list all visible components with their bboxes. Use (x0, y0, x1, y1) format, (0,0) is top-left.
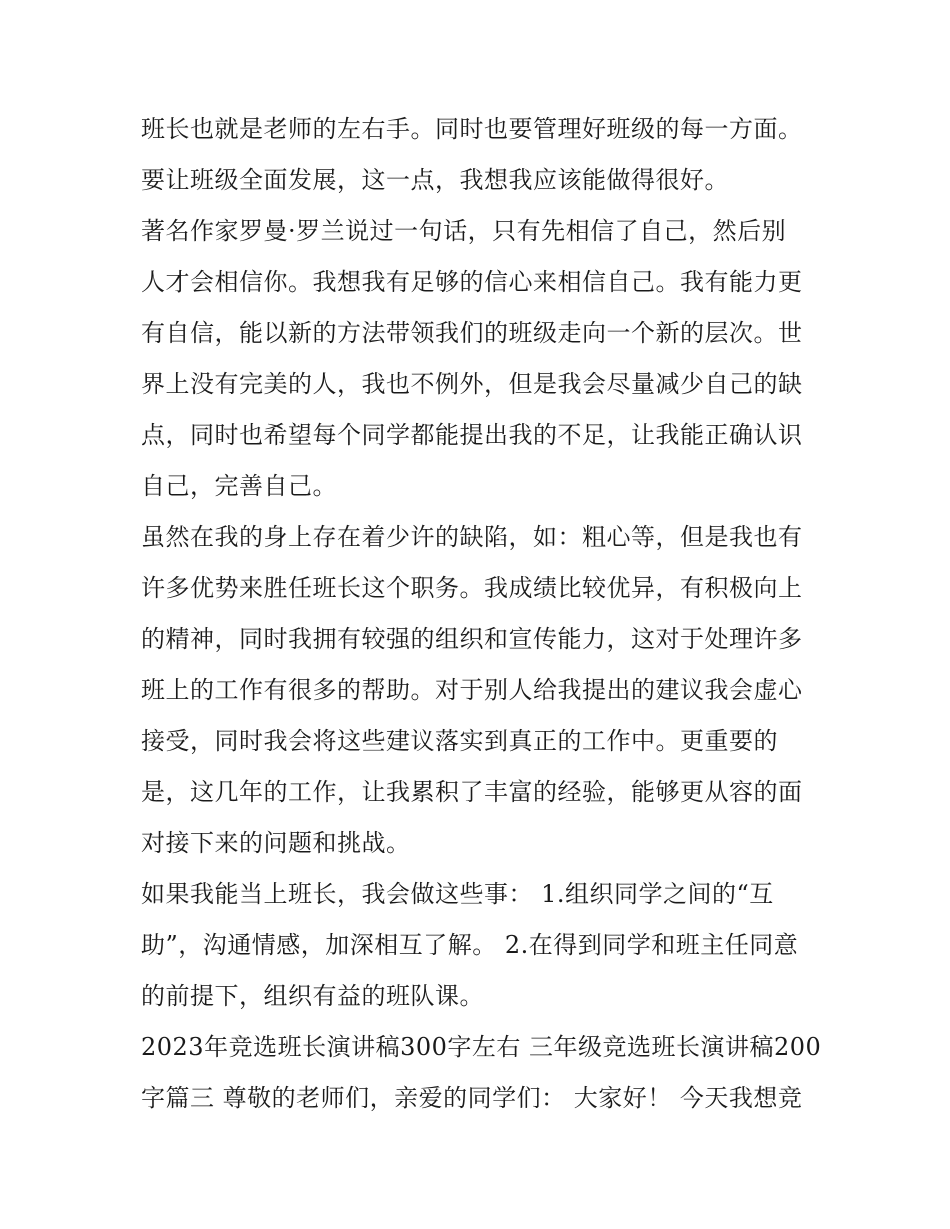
text-line: 是，这几年的工作，让我累积了丰富的经验，能够更从容的面 (141, 778, 803, 806)
text-line: 人才会相信你。我想我有足够的信心来相信自己。我有能力更 (141, 268, 803, 296)
text-line: 自己，完善自己。 (141, 472, 337, 500)
text-line: 的精神，同时我拥有较强的组织和宣传能力，这对于处理许多 (141, 625, 803, 653)
text-line: 点，同时也希望每个同学都能提出我的不足，让我能正确认识 (141, 421, 803, 449)
text-line: 接受，同时我会将这些建议落实到真正的工作中。更重要的 (141, 727, 778, 755)
text-line: 字篇三 尊敬的老师们，亲爱的同学们： 大家好！ 今天我想竞 (141, 1084, 803, 1112)
text-line: 有自信，能以新的方法带领我们的班级走向一个新的层次。世 (141, 319, 803, 347)
text-line: 2023年竞选班长演讲稿300字左右 三年级竞选班长演讲稿200 (141, 1033, 822, 1061)
text-line: 班长也就是老师的左右手。同时也要管理好班级的每一方面。 (141, 115, 803, 143)
text-line: 如果我能当上班长，我会做这些事： 1.组织同学之间的“互 (141, 880, 774, 908)
text-line: 虽然在我的身上存在着少许的缺陷，如：粗心等，但是我也有 (141, 523, 803, 551)
document-body (141, 104, 821, 1124)
text-line: 的前提下，组织有益的班队课。 (141, 982, 484, 1010)
text-line: 要让班级全面发展，这一点，我想我应该能做得很好。 (141, 166, 729, 194)
text-line: 对接下来的问题和挑战。 (141, 829, 411, 857)
text-line: 著名作家罗曼·罗兰说过一句话，只有先相信了自己，然后别 (141, 217, 787, 245)
text-line: 班上的工作有很多的帮助。对于别人给我提出的建议我会虚心 (141, 676, 803, 704)
text-line: 界上没有完美的人，我也不例外，但是我会尽量减少自己的缺 (141, 370, 803, 398)
text-line: 许多优势来胜任班长这个职务。我成绩比较优异，有积极向上 (141, 574, 803, 602)
text-line: 助”，沟通情感，加深相互了解。 2.在得到同学和班主任同意 (141, 931, 799, 959)
